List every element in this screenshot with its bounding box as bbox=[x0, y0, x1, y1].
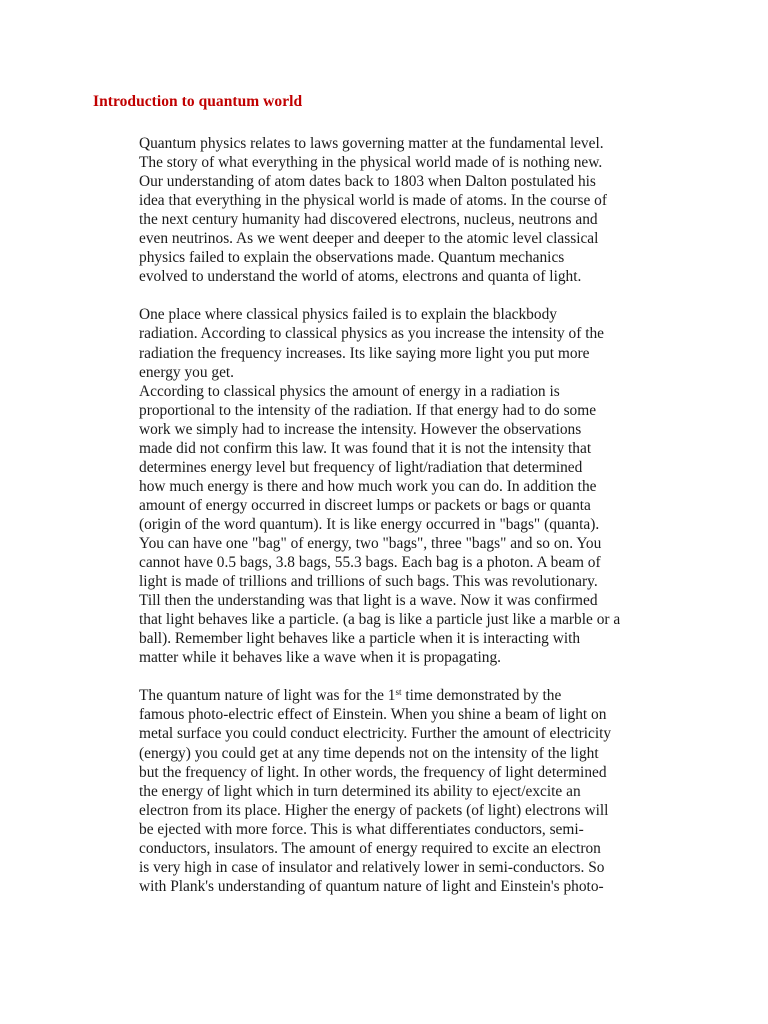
text-line: electron from its place. Higher the energy of packets (of light) electrons will bbox=[139, 801, 609, 819]
text-line: the next century humanity had discovered electrons, nucleus, neutrons and bbox=[139, 211, 598, 229]
text-line: determines energy level but frequency of light/radiation that determined bbox=[139, 458, 583, 476]
paragraph-gap bbox=[139, 286, 699, 305]
text-line: that light behaves like a particle. (a bag is like a particle just like a marble or a bbox=[139, 611, 621, 629]
text-line: metal surface you could conduct electricity. Further the amount of electricity bbox=[139, 725, 612, 743]
paragraph-1 bbox=[139, 134, 699, 286]
text-line: Till then the understanding was that light is a wave. Now it was confirmed bbox=[139, 592, 598, 610]
text-line: energy you get. bbox=[139, 363, 235, 381]
text-line: be ejected with more force. This is what differentiates conductors, semi- bbox=[139, 820, 584, 838]
text-line: radiation the frequency increases. Its like saying more light you put more bbox=[139, 344, 590, 362]
text-line: idea that everything in the physical world is made of atoms. In the course of bbox=[139, 192, 608, 210]
text-line: even neutrinos. As we went deeper and deeper to the atomic level classical bbox=[139, 230, 599, 248]
text-line: According to classical physics the amount of energy in a radiation is bbox=[139, 382, 560, 400]
document-body bbox=[139, 134, 699, 896]
text-line: You can have one "bag" of energy, two "bags", three "bags" and so on. You bbox=[139, 534, 602, 552]
text-line: with Plank's understanding of quantum nature of light and Einstein's photo- bbox=[139, 877, 604, 895]
text-line: evolved to understand the world of atoms, electrons and quanta of light. bbox=[139, 268, 582, 286]
paragraph-3 bbox=[139, 686, 699, 896]
text-line: radiation. According to classical physics as you increase the intensity of the bbox=[139, 325, 605, 343]
text-line: is very high in case of insulator and relatively lower in semi-conductors. So bbox=[139, 858, 605, 876]
text-line: famous photo-electric effect of Einstein. When you shine a beam of light on bbox=[139, 706, 607, 724]
text-line: (origin of the word quantum). It is like energy occurred in "bags" (quanta). bbox=[139, 515, 600, 533]
text-line: cannot have 0.5 bags, 3.8 bags, 55.3 bags. Each bag is a photon. A beam of bbox=[139, 554, 601, 572]
text-line: conductors, insulators. The amount of energy required to excite an electron bbox=[139, 839, 601, 857]
text-line: Our understanding of atom dates back to 1803 when Dalton postulated his bbox=[139, 173, 596, 191]
text-line: work we simply had to increase the intensity. However the observations bbox=[139, 420, 582, 438]
text-line: matter while it behaves like a wave when it is propagating. bbox=[139, 649, 501, 667]
document-title: Introduction to quantum world bbox=[93, 93, 303, 110]
text-line: amount of energy occurred in discreet lumps or packets or bags or quanta bbox=[139, 496, 591, 514]
text-line: (energy) you could get at any time depends not on the intensity of the light bbox=[139, 744, 599, 762]
text-line: proportional to the intensity of the radiation. If that energy had to do some bbox=[139, 401, 597, 419]
text-line: light is made of trillions and trillions of such bags. This was revolutionary. bbox=[139, 573, 598, 591]
paragraph-gap bbox=[139, 667, 699, 686]
text-line: ball). Remember light behaves like a particle when it is interacting with bbox=[139, 630, 581, 648]
paragraph-2 bbox=[139, 305, 699, 667]
superscript: st bbox=[395, 687, 402, 698]
text-line: The story of what everything in the physical world made of is nothing new. bbox=[139, 154, 603, 172]
text-line: how much energy is there and how much work you can do. In addition the bbox=[139, 477, 597, 495]
text-line: One place where classical physics failed is to explain the blackbody bbox=[139, 306, 557, 324]
text-line: the energy of light which in turn determined its ability to eject/excite an bbox=[139, 782, 581, 800]
text-line: made did not confirm this law. It was found that it is not the intensity that bbox=[139, 439, 592, 457]
text-line: The quantum nature of light was for the 1st time demonstrated by the bbox=[139, 687, 562, 705]
text-line: but the frequency of light. In other words, the frequency of light determined bbox=[139, 763, 607, 781]
text-line: Quantum physics relates to laws governing matter at the fundamental level. bbox=[139, 135, 604, 152]
text-line: physics failed to explain the observations made. Quantum mechanics bbox=[139, 249, 565, 267]
